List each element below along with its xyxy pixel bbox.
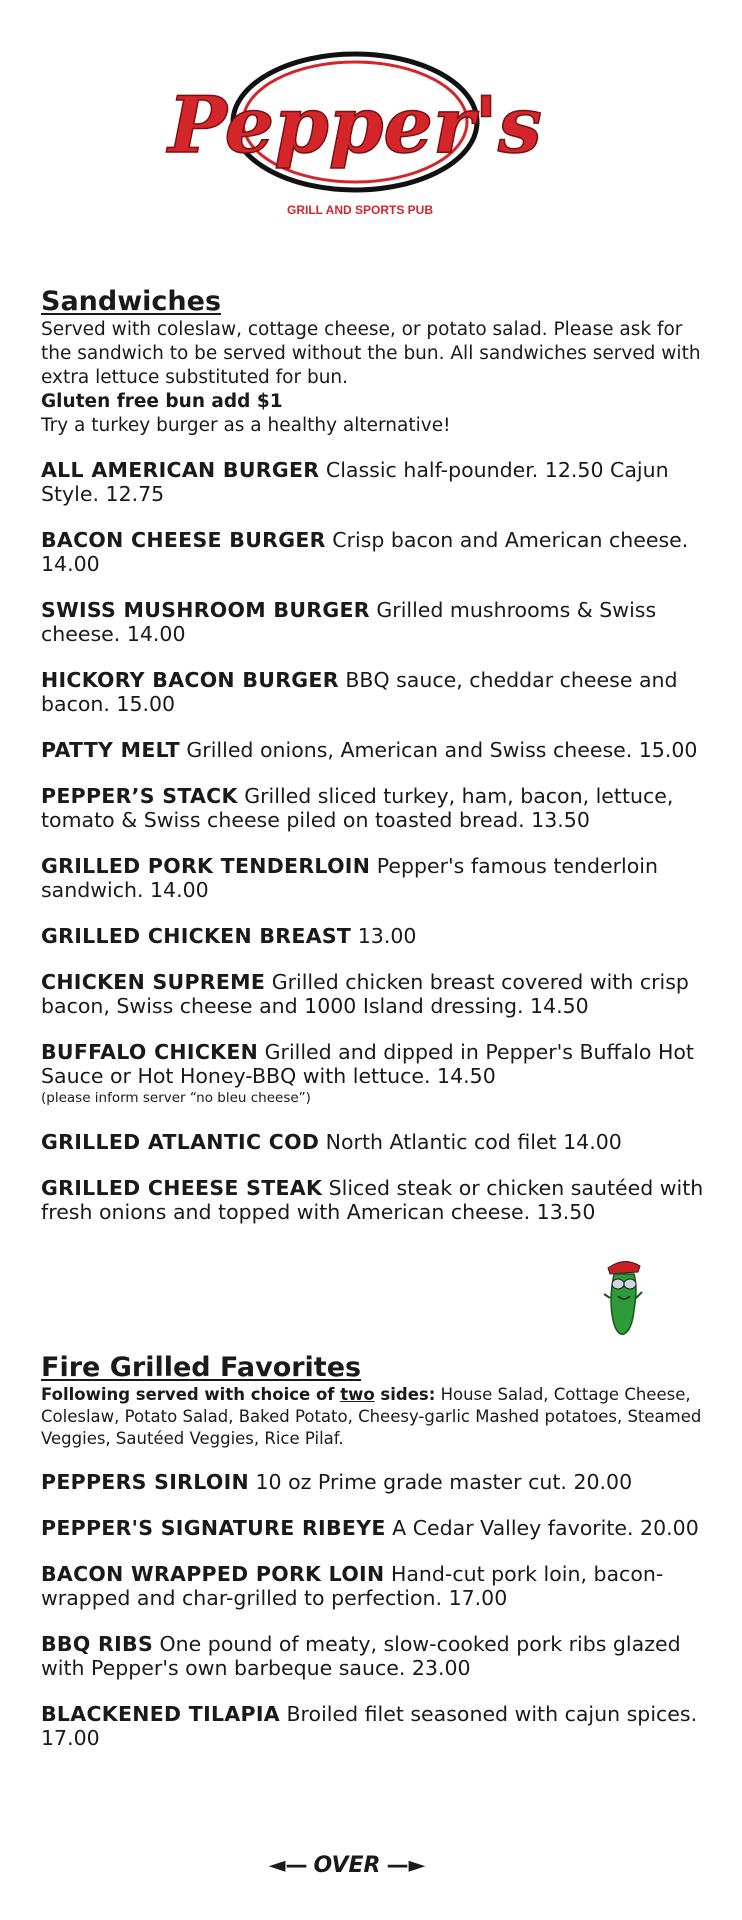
turkey-note: Try a turkey burger as a healthy alternative! (41, 415, 451, 436)
sandwiches-title: Sandwiches (41, 286, 222, 317)
menu-item-name: CHICKEN SUPREME (41, 970, 266, 994)
menu-item-description: Grilled chicken breast covered with crisp bacon, Swiss cheese and 1000 Island dressing. 14.50 (41, 970, 689, 1018)
menu-item-name: PATTY MELT (41, 738, 180, 762)
menu-item-name: GRILLED ATLANTIC COD (41, 1130, 320, 1154)
menu-item-description: Grilled and dipped in Pepper's Buffalo Hot Sauce or Hot Honey-BBQ with lettuce. 14.50 (41, 1040, 694, 1088)
menu-item (41, 854, 711, 902)
menu-item-description: 13.00 (351, 924, 417, 948)
menu-item (41, 1040, 711, 1108)
sandwiches-section (41, 286, 711, 1246)
menu-item-description: Hand-cut pork loin, bacon-wrapped and char-grilled to perfection. 17.00 (41, 1562, 664, 1610)
menu-item-description: BBQ sauce, cheddar cheese and bacon. 15.00 (41, 668, 678, 716)
sandwich-list (41, 458, 711, 1224)
menu-item-description: Grilled mushrooms & Swiss cheese. 14.00 (41, 598, 657, 646)
over-indicator (262, 1850, 432, 1880)
over-label: OVER (313, 1852, 381, 1878)
gluten-free-note: Gluten free bun add $1 (41, 391, 283, 412)
svg-text:Pepper's: Pepper's (168, 80, 542, 171)
menu-item-description: Sliced steak or chicken sautéed with fresh onions and topped with American cheese. 13.50 (41, 1176, 704, 1224)
fire-grilled-list (41, 1470, 711, 1750)
fire-grilled-intro: Following served with choice of two sides: House Salad, Cottage Cheese, Coleslaw, Potato Salad, Baked Potato, Cheesy-garlic Mashed potatoes, Steamed Veggies, Sautéed Veggies, Rice Pilaf. (41, 1385, 702, 1448)
menu-item-name: GRILLED PORK TENDERLOIN (41, 854, 371, 878)
menu-item-description: Grilled sliced turkey, ham, bacon, lettuce, tomato & Swiss cheese piled on toasted bread. 13.50 (41, 784, 674, 832)
menu-item-name: ALL AMERICAN BURGER (41, 458, 320, 482)
menu-item-name: SWISS MUSHROOM BURGER (41, 598, 370, 622)
menu-item-description: Classic half-pounder. 12.50 Cajun Style. 12.75 (41, 458, 669, 506)
menu-item (41, 458, 711, 506)
menu-item-name: GRILLED CHICKEN BREAST (41, 924, 352, 948)
menu-item (41, 598, 711, 646)
menu-item-name: BUFFALO CHICKEN (41, 1040, 259, 1064)
menu-item-name: PEPPER'S SIGNATURE RIBEYE (41, 1516, 386, 1540)
menu-item (41, 1702, 711, 1750)
menu-item-name: BBQ RIBS (41, 1632, 154, 1656)
menu-item-description: A Cedar Valley favorite. 20.00 (385, 1516, 699, 1540)
menu-item-description: 10 oz Prime grade master cut. 20.00 (249, 1470, 633, 1494)
pepper-mascot-icon (600, 1254, 648, 1338)
intro-text: Served with coleslaw, cottage cheese, or potato salad. Please ask for the sandwich to be served without the bun. All sandwiches served with extra lettuce substituted for bun. (41, 319, 701, 388)
arrow-right-icon: —► (386, 1852, 426, 1878)
menu-item (41, 738, 711, 762)
menu-item-description: Crisp bacon and American cheese. 14.00 (41, 528, 689, 576)
menu-item-description: One pound of meaty, slow-cooked pork ribs glazed with Pepper's own barbeque sauce. 23.00 (41, 1632, 681, 1680)
logo-tagline: GRILL AND SPORTS PUB (286, 203, 434, 217)
menu-item (41, 970, 711, 1018)
menu-item-note: (please inform server “no bleu cheese”) (41, 1090, 311, 1106)
menu-item-name: GRILLED CHEESE STEAK (41, 1176, 323, 1200)
menu-item-name: PEPPER’S STACK (41, 784, 238, 808)
menu-item (41, 784, 711, 832)
menu-item-description: Pepper's famous tenderloin sandwich. 14.00 (41, 854, 658, 902)
sandwiches-intro (41, 318, 711, 438)
menu-item-name: PEPPERS SIRLOIN (41, 1470, 249, 1494)
menu-item (41, 1130, 711, 1154)
menu-item (41, 1470, 711, 1494)
menu-item (41, 1632, 711, 1680)
fire-grilled-title: Fire Grilled Favorites (41, 1352, 362, 1383)
menu-item (41, 528, 711, 576)
menu-item-name: BACON CHEESE BURGER (41, 528, 326, 552)
peppers-logo (168, 42, 542, 222)
menu-item (41, 924, 711, 948)
menu-item-description: Grilled onions, American and Swiss cheese. 15.00 (179, 738, 698, 762)
menu-item-description: Broiled filet seasoned with cajun spices. 17.00 (41, 1702, 698, 1750)
menu-item (41, 1176, 711, 1224)
arrow-left-icon: ◄— (268, 1852, 308, 1878)
menu-item-name: HICKORY BACON BURGER (41, 668, 339, 692)
menu-item (41, 668, 711, 716)
menu-item (41, 1562, 711, 1610)
menu-item-name: BACON WRAPPED PORK LOIN (41, 1562, 385, 1586)
menu-item-description: North Atlantic cod filet 14.00 (319, 1130, 622, 1154)
menu-item (41, 1516, 711, 1540)
fire-grilled-section (41, 1352, 711, 1772)
menu-item-name: BLACKENED TILAPIA (41, 1702, 280, 1726)
